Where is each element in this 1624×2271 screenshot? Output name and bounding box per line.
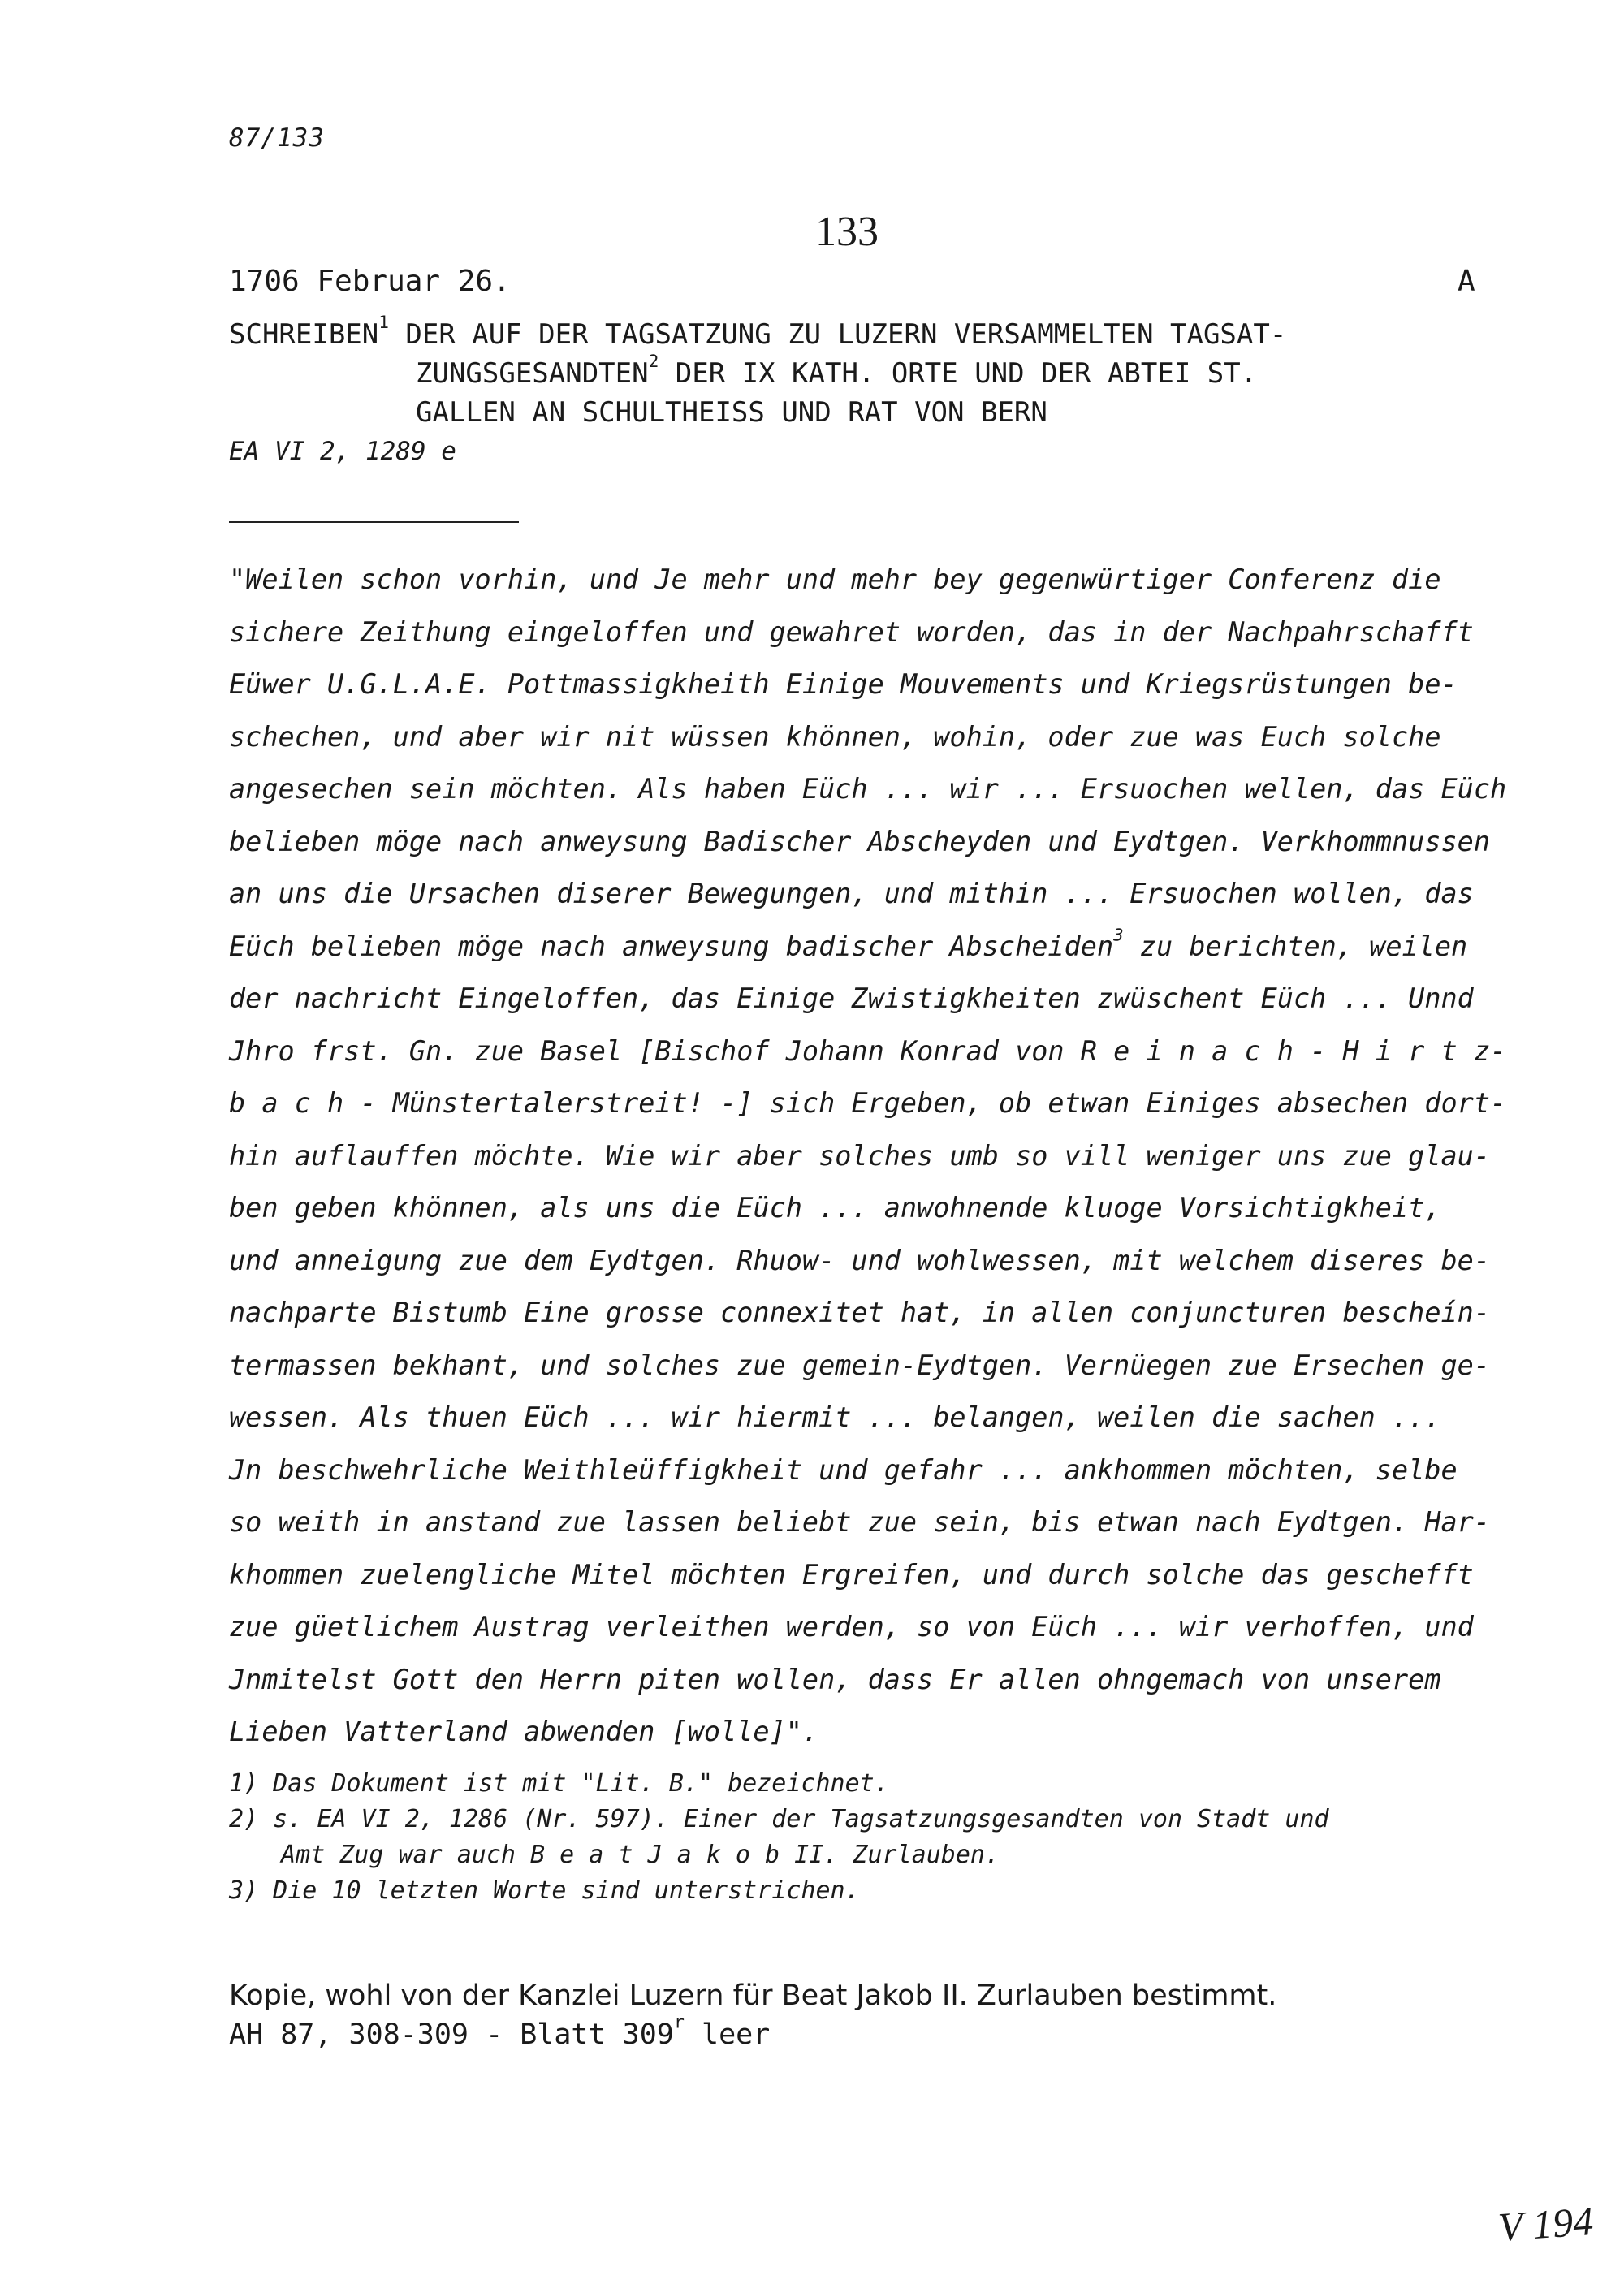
- body-text: zu berichten, weilen: [1123, 930, 1468, 962]
- archival-note-line-1: Kopie, wohl von der Kanzlei Luzern für Beat Jakob II. Zurlauben bestimmt.: [229, 1980, 1277, 2012]
- body-line: termassen bekhant, und solches zue gemein-Eydtgen. Vernüegen zue Ersechen ge-: [229, 1349, 1490, 1381]
- archival-reference: AH 87, 308-309 - Blatt 309: [229, 2018, 674, 2051]
- body-line: hin auflauffen möchte. Wie wir aber solches umb so vill weniger uns zue glau-: [229, 1139, 1490, 1172]
- heading-text: SCHREIBEN: [229, 318, 379, 351]
- body-line: und anneigung zue dem Eydtgen. Rhuow- und wohlwessen, mit welchem diseres be-: [229, 1244, 1490, 1276]
- archival-note-line-2: [229, 2012, 1276, 2054]
- body-line: Jhro frst. Gn. zue Basel [Bischof Johann Konrad von R e i n a c h - H i r t z-: [229, 1034, 1507, 1067]
- document-heading: [229, 312, 1287, 432]
- body-line: "Weilen schon vorhin, und Je mehr und mehr bey gegenwürtiger Conferenz die: [229, 563, 1441, 595]
- body-text: Eüch belieben möge nach anweysung badischer Abscheiden: [229, 930, 1114, 962]
- separator-rule: [229, 521, 519, 523]
- body-line: khommen zuelengliche Mitel möchten Ergreifen, und durch solche das geschefft: [229, 1558, 1474, 1591]
- letter-body: [229, 554, 1507, 1759]
- heading-text: DER IX KATH. ORTE UND DER ABTEI ST.: [659, 357, 1258, 390]
- body-line: an uns die Ursachen diserer Bewegungen, und mithin ... Ersuochen wollen, das: [229, 878, 1474, 909]
- footnote-marker: 2: [648, 351, 659, 372]
- body-line: schechen, und aber wir nit wüssen khönnen, wohin, oder zue was Euch solche: [229, 720, 1441, 753]
- body-line: so weith in anstand zue lassen beliebt zue sein, bis etwan nach Eydtgen. Har-: [229, 1506, 1490, 1538]
- body-line: Jn beschwehrliche Weithleüffigkheit und gefahr ... ankhommen möchten, selbe: [229, 1453, 1458, 1486]
- body-line: [229, 921, 1496, 974]
- footnote-1: 1) Das Dokument ist mit "Lit. B." bezeichnet.: [229, 1769, 889, 1798]
- body-line: belieben möge nach anweysung Badischer Abscheyden und Eydtgen. Verkhommnussen: [229, 825, 1490, 857]
- body-line: Lieben Vatterland abwenden [wolle]".: [229, 1716, 819, 1747]
- body-line: b a c h - Münstertalerstreit! -] sich Ergeben, ob etwan Einiges absechen dort-: [229, 1087, 1507, 1119]
- heading-line-2: [229, 351, 1286, 393]
- heading-text: DER AUF DER TAGSATZUNG ZU LUZERN VERSAMMELTEN TAGSAT-: [388, 318, 1287, 351]
- body-line: Jnmitelst Gott den Herrn piten wollen, dass Er allen ohngemach von unserem: [229, 1663, 1441, 1695]
- handwritten-folio-number: V 194: [1497, 2197, 1595, 2251]
- heading-text: GALLEN AN SCHULTHEISS UND RAT VON BERN: [416, 396, 1047, 429]
- body-line: Eüwer U.G.L.A.E. Pottmassigkheith Einige Mouvements und Kriegsrüstungen be-: [229, 668, 1458, 700]
- body-line: nachparte Bistumb Eine grosse connexitet hat, in allen conjuncturen bescheín-: [229, 1297, 1490, 1328]
- body-line: ben geben khönnen, als uns die Eüch ... anwohnende kluoge Vorsichtigkheit,: [229, 1192, 1441, 1224]
- body-line: sichere Zeithung eingeloffen und gewahret worden, das in der Nachpahrschafft: [229, 615, 1474, 648]
- archival-note: [229, 1976, 1276, 2054]
- footnote-marker: 3: [1113, 924, 1124, 944]
- heading-text: ZUNGSGESANDTEN: [416, 357, 649, 390]
- footnote-2: 2) s. EA VI 2, 1286 (Nr. 597). Einer der Tagsatzungsgesandten von Stadt und: [229, 1805, 1329, 1833]
- heading-line-1: [229, 312, 1287, 354]
- footnote-2-continuation: Amt Zug war auch B e a t J a k o b II. Zurlauben.: [281, 1841, 1000, 1869]
- document-number: 133: [815, 209, 879, 255]
- folio-marker: r: [673, 2012, 685, 2033]
- body-line: der nachricht Eingeloffen, das Einige Zwistigkheiten zwüschent Eüch ... Unnd: [229, 982, 1474, 1014]
- document-date: 1706 Februar 26.: [229, 265, 511, 298]
- document-tag: A: [1458, 265, 1475, 298]
- body-line: angesechen sein möchten. Als haben Eüch ... wir ... Ersuochen wellen, das Eüch: [229, 773, 1507, 805]
- archival-reference: leer: [684, 2018, 771, 2051]
- body-line: wessen. Als thuen Eüch ... wir hiermit ... belangen, weilen die sachen ...: [229, 1401, 1441, 1433]
- reference-number: 87/133: [229, 123, 325, 153]
- footnote-3: 3) Die 10 letzten Worte sind unterstrichen.: [229, 1876, 860, 1905]
- footnotes: [229, 1766, 1329, 1909]
- footnote-marker: 1: [378, 312, 389, 333]
- heading-line-3: [229, 393, 1286, 432]
- body-line: zue güetlichem Austrag verleithen werden, so von Eüch ... wir verhoffen, und: [229, 1611, 1474, 1643]
- source-citation: EA VI 2, 1289 e: [229, 437, 456, 466]
